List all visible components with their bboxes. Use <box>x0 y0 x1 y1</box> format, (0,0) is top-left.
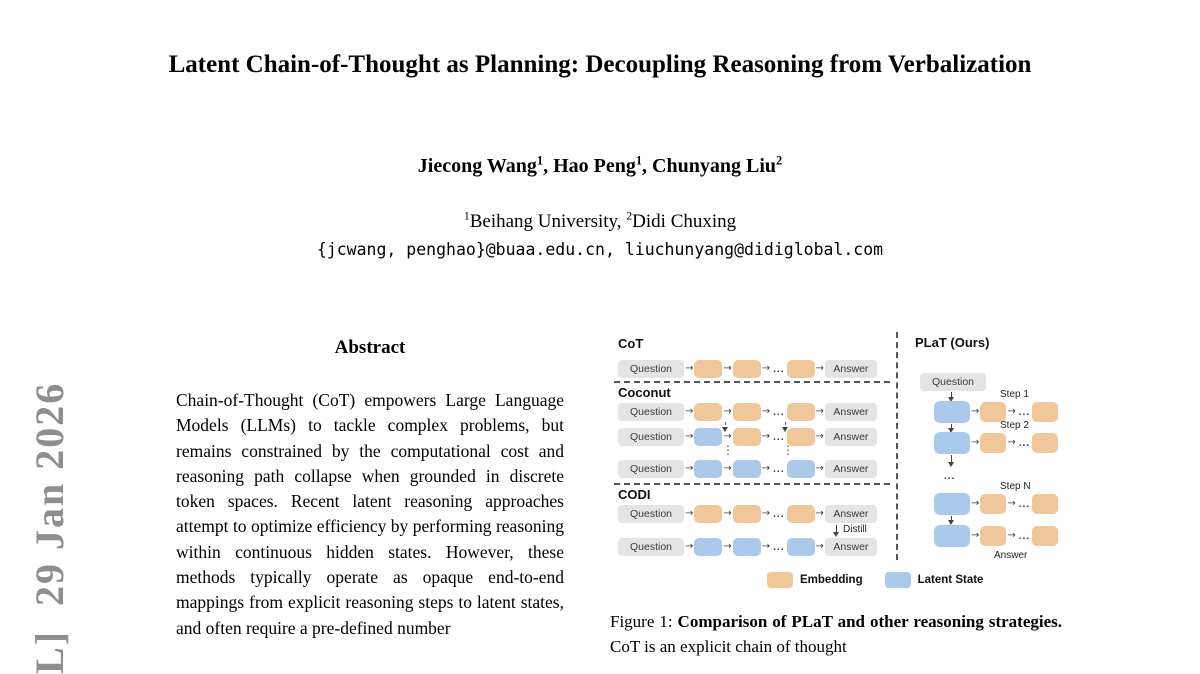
coconut-row-2 <box>618 428 877 446</box>
figure-caption <box>610 609 1062 659</box>
question-node: Question <box>920 373 986 391</box>
arrow-right-icon <box>723 464 731 474</box>
abstract-heading: Abstract <box>334 337 406 358</box>
question-node: Question <box>618 460 684 478</box>
answer-node: Answer <box>825 460 877 478</box>
embedding-node <box>1032 433 1058 453</box>
arrow-right-icon <box>685 407 693 417</box>
ellipsis: ... <box>944 471 956 482</box>
embedding-node <box>733 403 761 421</box>
panel-label-plat: PLaT (Ours) <box>915 335 990 350</box>
arrow-right-icon <box>762 364 770 374</box>
ellipsis: ... <box>1018 437 1031 449</box>
embedding-node <box>694 403 722 421</box>
caption-prefix: Figure 1: <box>610 612 678 631</box>
latent-node <box>934 493 970 515</box>
distill-arrow-down-icon <box>836 525 837 535</box>
author-1: Jiecong Wang$^1$, <box>417 153 554 177</box>
answer-node: Answer <box>825 403 877 421</box>
ellipsis: ... <box>773 406 785 418</box>
embedding-node <box>980 433 1006 453</box>
arrow-right-icon <box>816 509 824 519</box>
coconut-row-3 <box>618 460 877 478</box>
answer-node: Answer <box>825 505 877 523</box>
ellipsis: ... <box>773 508 785 520</box>
figure-legend <box>767 572 983 588</box>
vertical-dots-icon <box>722 444 734 456</box>
author-2: Hao Peng$^1$, <box>553 153 653 177</box>
arrow-right-icon <box>816 464 824 474</box>
panel-separator-vertical <box>896 332 898 560</box>
embedding-node <box>1032 402 1058 422</box>
ellipsis: ... <box>773 463 785 475</box>
legend-embedding-label: Embedding <box>800 574 863 586</box>
arrow-right-icon <box>685 432 693 442</box>
embedding-node <box>694 360 722 378</box>
embedding-node <box>694 505 722 523</box>
distill-label: Distill <box>843 524 867 535</box>
coconut-row-1 <box>618 403 877 421</box>
arrow-right-icon <box>723 432 731 442</box>
arrow-right-icon <box>762 432 770 442</box>
arrow-right-icon <box>971 499 979 509</box>
arrow-right-icon <box>723 364 731 374</box>
plat-row-1 <box>934 401 1058 423</box>
arrow-right-icon <box>685 364 693 374</box>
arrow-right-icon <box>723 509 731 519</box>
panel-divider <box>614 381 890 383</box>
question-node: Question <box>618 403 684 421</box>
embedding-node <box>733 428 761 446</box>
step-n-label: Step N <box>1000 481 1031 492</box>
ellipsis: ... <box>1018 530 1031 542</box>
affil-2: Didi Chuxing <box>632 211 737 232</box>
question-node: Question <box>618 428 684 446</box>
panel-label-cot: CoT <box>618 336 644 351</box>
abstract-text: Chain-of-Thought (CoT) empowers Large Language Models (LLMs) to tackle complex problems, but remains constrained by the computational cost and reasoning path collapse when grounded in discrete token spaces. Recent latent reasoning approaches attempt to optimize efficiency by performing reasoning within continuous hidden states. However, these methods typically operate as opaque end-to-end mappings from explicit reasoning steps to latent states, and often require a pre-defined number <box>176 390 564 638</box>
embedding-node <box>980 526 1006 546</box>
ellipsis: ... <box>773 363 785 375</box>
embedding-node <box>1032 494 1058 514</box>
latent-node <box>694 428 722 446</box>
arrow-right-icon <box>816 364 824 374</box>
affil-1-mark: 1 <box>463 209 470 223</box>
arrow-right-icon <box>1007 531 1015 541</box>
arrow-down-icon <box>951 516 952 523</box>
arrow-right-icon <box>1007 499 1015 509</box>
question-node: Question <box>618 360 684 378</box>
answer-node: Answer <box>825 538 877 556</box>
ellipsis: ... <box>1018 406 1031 418</box>
latent-node <box>934 432 970 454</box>
title-block <box>0 48 1200 81</box>
affil-2-mark: 2 <box>626 209 633 223</box>
embedding-node <box>787 403 815 421</box>
question-node: Question <box>618 505 684 523</box>
latent-node <box>934 525 970 547</box>
arrow-right-icon <box>1007 407 1015 417</box>
embedding-node <box>733 505 761 523</box>
latent-node <box>694 460 722 478</box>
arrow-right-icon <box>762 464 770 474</box>
plat-row-4 <box>934 525 1058 547</box>
embedding-node <box>980 494 1006 514</box>
arrow-right-icon <box>723 542 731 552</box>
embedding-swatch <box>767 572 793 588</box>
arrow-right-icon <box>816 407 824 417</box>
embedding-node <box>787 360 815 378</box>
embedding-node <box>1032 526 1058 546</box>
figure-1 <box>612 332 1100 648</box>
step-1-label: Step 1 <box>1000 389 1029 400</box>
arrow-down-icon <box>951 455 952 465</box>
caption-rest: CoT is an explicit chain of thought <box>610 637 847 656</box>
step-2-label: Step 2 <box>1000 420 1029 431</box>
codi-row-1 <box>618 505 877 523</box>
arrow-right-icon <box>723 407 731 417</box>
panel-divider <box>614 483 890 485</box>
arrow-right-icon <box>762 509 770 519</box>
answer-node: Answer <box>825 428 877 446</box>
author-3: Chunyang Liu$^2$ <box>652 153 783 177</box>
emails-line: {jcwang, penghao}@buaa.edu.cn, liuchunyang@didiglobal.com <box>316 240 884 259</box>
arrow-down-icon <box>951 424 952 431</box>
arrow-right-icon <box>971 438 979 448</box>
arrow-right-icon <box>971 407 979 417</box>
ellipsis: ... <box>773 431 785 443</box>
latent-node <box>787 538 815 556</box>
embedding-node <box>787 505 815 523</box>
affil-1: Beihang University, <box>469 211 627 232</box>
paper-title: Latent Chain-of-Thought as Planning: Decoupling Reasoning from Verbalization <box>168 51 1032 78</box>
plat-row-2 <box>934 432 1058 454</box>
affiliations-line <box>0 211 1200 233</box>
plat-row-3 <box>934 493 1058 515</box>
latent-node <box>694 538 722 556</box>
legend-latent-label: Latent State <box>917 574 984 586</box>
ellipsis: ... <box>773 541 785 553</box>
embedding-node <box>733 360 761 378</box>
arxiv-watermark: L] 29 Jan 2026 <box>27 381 72 674</box>
arrow-right-icon <box>816 542 824 552</box>
plat-answer-label: Answer <box>994 550 1028 561</box>
answer-node: Answer <box>825 360 877 378</box>
author-1-affmark: 1 <box>536 153 544 168</box>
arrow-right-icon <box>971 531 979 541</box>
caption-bold: Comparison of PLaT and other reasoning strategies. <box>677 612 1062 631</box>
ellipsis: ... <box>1018 498 1031 510</box>
latent-node <box>733 538 761 556</box>
cot-row <box>618 360 877 378</box>
arrow-right-icon <box>762 542 770 552</box>
latent-node <box>733 460 761 478</box>
author-3-affmark: 2 <box>776 153 783 168</box>
panel-label-coconut: Coconut <box>618 385 671 400</box>
arrow-right-icon <box>1007 438 1015 448</box>
arrow-right-icon <box>685 542 693 552</box>
arrow-down-icon <box>951 392 952 400</box>
question-node: Question <box>618 538 684 556</box>
arrow-right-icon <box>685 509 693 519</box>
latent-node <box>787 460 815 478</box>
latent-node <box>934 401 970 423</box>
author-2-affmark: 1 <box>635 153 643 168</box>
codi-row-2 <box>618 538 877 556</box>
embedding-node <box>980 402 1006 422</box>
panel-label-codi: CODI <box>618 487 651 502</box>
latent-state-swatch <box>885 572 911 588</box>
authors-line <box>0 155 1200 178</box>
arrow-right-icon <box>762 407 770 417</box>
arrow-right-icon <box>816 432 824 442</box>
vertical-dots-icon <box>782 444 794 456</box>
arrow-right-icon <box>685 464 693 474</box>
